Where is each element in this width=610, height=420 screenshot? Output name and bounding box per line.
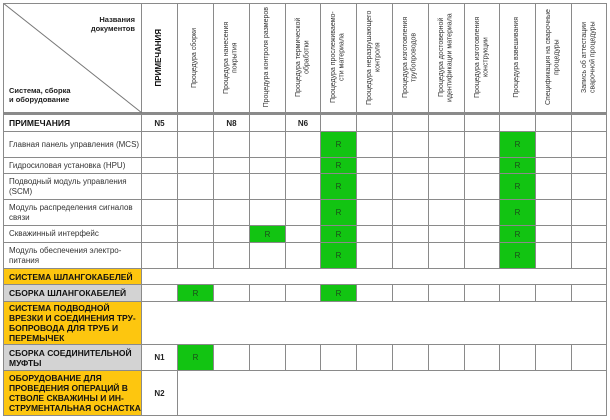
- matrix-cell: [357, 243, 393, 269]
- matrix-cell: [214, 243, 250, 269]
- matrix-cell: [500, 115, 536, 132]
- matrix-cell: [393, 115, 429, 132]
- matrix-cell: [142, 226, 178, 243]
- required-cell: R: [500, 226, 536, 243]
- column-header: [178, 3, 214, 115]
- matrix-cell: [536, 345, 572, 371]
- matrix-cell: [250, 243, 286, 269]
- matrix-cell: [393, 243, 429, 269]
- matrix-cell: [286, 200, 321, 226]
- column-header-label: ПРИМЕЧАНИЯ: [154, 28, 164, 87]
- row-label-text: ПРИМЕЧАНИЯ: [9, 118, 71, 128]
- row-label: [3, 269, 142, 285]
- column-header: [536, 3, 572, 115]
- matrix-cell: [572, 200, 607, 226]
- matrix-cell: [465, 226, 500, 243]
- matrix-cell: [572, 226, 607, 243]
- matrix-cell: [465, 345, 500, 371]
- matrix-cell: [536, 132, 572, 158]
- matrix-cell: [429, 174, 465, 200]
- row-label: [3, 371, 142, 416]
- matrix-cell: [536, 115, 572, 132]
- matrix-cell: [214, 285, 250, 302]
- matrix-cell: [572, 132, 607, 158]
- matrix-cell: [250, 115, 286, 132]
- matrix-cell: [465, 158, 500, 174]
- column-header: [465, 3, 500, 115]
- row-label: [3, 226, 142, 243]
- row-label-text: Модуль распределения сигналов связи: [9, 202, 133, 222]
- matrix-cell: [536, 226, 572, 243]
- note-cell: N6: [286, 115, 321, 132]
- matrix-cell: [286, 345, 321, 371]
- matrix-cell: [429, 345, 465, 371]
- matrix-cell: [465, 115, 500, 132]
- matrix-cell: [178, 226, 214, 243]
- row-label-text: Главная панель управления (MCS): [9, 139, 140, 149]
- column-header: [393, 3, 429, 115]
- column-header: [429, 3, 465, 115]
- required-cell: R: [321, 132, 357, 158]
- systems-axis-label: Система, сборка и оборудование: [9, 86, 71, 104]
- note-cell: N2: [142, 371, 178, 416]
- row-label-text: ОБОРУДОВАНИЕ ДЛЯ ПРОВЕДЕНИЯ ОПЕРАЦИЙ В СТВОЛЕ СКВАЖИНЫ И ИН-СТРУМЕНТАЛЬНАЯ ОСНАСТКА: [9, 373, 141, 413]
- matrix-cell: [250, 132, 286, 158]
- matrix-cell: [286, 226, 321, 243]
- matrix-cell: [214, 200, 250, 226]
- row-label-text: Скважинный интерфейс: [9, 229, 99, 238]
- matrix-cell: [393, 345, 429, 371]
- matrix-cell: [357, 115, 393, 132]
- matrix-cell: [429, 200, 465, 226]
- column-header: [321, 3, 357, 115]
- matrix-cell: [178, 132, 214, 158]
- column-header-label: Процедура взвешивания: [513, 17, 521, 98]
- required-cell: R: [321, 243, 357, 269]
- row-label: [3, 132, 142, 158]
- matrix-cell: [393, 132, 429, 158]
- row-label-text: СБОРКА СОЕДИНИТЕЛЬНОЙ МУФТЫ: [9, 347, 132, 368]
- row-label: [3, 345, 142, 371]
- matrix-cell: [572, 174, 607, 200]
- row-label: [3, 243, 142, 269]
- required-cell: R: [321, 200, 357, 226]
- row-label: [3, 302, 142, 345]
- required-cell: R: [500, 243, 536, 269]
- matrix-cell: [357, 345, 393, 371]
- matrix-cell: [429, 226, 465, 243]
- row-label-text: Гидросиловая установка (HPU): [9, 160, 126, 170]
- row-label-text: СИСТЕМА ПОДВОДНОЙ ВРЕЗКИ И СОЕДИНЕНИЯ ТРУ-БОПРОВОДА ДЛЯ ТРУБ И ПЕРЕМЫЧЕК: [9, 303, 136, 343]
- matrix-cell: [214, 345, 250, 371]
- note-cell: N5: [142, 115, 178, 132]
- column-header: [572, 3, 607, 115]
- matrix-cell: [286, 132, 321, 158]
- matrix-cell: [250, 200, 286, 226]
- matrix-cell: [286, 285, 321, 302]
- required-cell: R: [500, 174, 536, 200]
- matrix-cell: [286, 174, 321, 200]
- required-cell: R: [321, 285, 357, 302]
- required-cell: R: [178, 345, 214, 371]
- matrix-cell: [286, 158, 321, 174]
- matrix-cell: [393, 200, 429, 226]
- matrix-cell: [429, 285, 465, 302]
- matrix-cell: [321, 115, 357, 132]
- matrix-cell: [214, 174, 250, 200]
- matrix-cell: [250, 345, 286, 371]
- row-label-text: Подводный модуль управления (SCM): [9, 176, 127, 196]
- matrix-cell: [465, 200, 500, 226]
- matrix-cell: [214, 226, 250, 243]
- matrix-cell: [500, 345, 536, 371]
- matrix-cell: [429, 243, 465, 269]
- column-header: [142, 3, 178, 115]
- matrix-cell: [250, 285, 286, 302]
- matrix-cell: [393, 158, 429, 174]
- matrix-cell: [357, 132, 393, 158]
- matrix-cell: [572, 115, 607, 132]
- matrix-cell: [286, 243, 321, 269]
- matrix-cell: [357, 158, 393, 174]
- matrix-cell: [393, 174, 429, 200]
- corner-header: [3, 3, 142, 115]
- matrix-cell: [250, 174, 286, 200]
- column-header-label: Процедура неразрушающего контроля: [366, 10, 382, 105]
- matrix-cell: [572, 243, 607, 269]
- row-label: [3, 285, 142, 302]
- column-header-label: Процедура контроля размеров: [263, 7, 271, 108]
- note-cell: N8: [214, 115, 250, 132]
- matrix-cell: [465, 285, 500, 302]
- column-header: [286, 3, 321, 115]
- row-label: [3, 200, 142, 226]
- matrix-cell: [142, 200, 178, 226]
- matrix-cell: [500, 285, 536, 302]
- required-cell: R: [321, 226, 357, 243]
- row-label: [3, 174, 142, 200]
- matrix-cell: [465, 132, 500, 158]
- required-cell: R: [178, 285, 214, 302]
- column-header-label: Процедура прослеживаемо-сти материала: [330, 11, 346, 104]
- column-header: [250, 3, 286, 115]
- column-header-label: Процедура термической обработки: [294, 17, 310, 98]
- matrix-cell: [142, 243, 178, 269]
- matrix-cell: [357, 174, 393, 200]
- column-header-label: Запись об аттестации сварочной процедуры: [580, 21, 596, 94]
- row-label-text: СИСТЕМА ШЛАНГОКАБЕЛЕЙ: [9, 271, 133, 282]
- matrix-cell: [357, 285, 393, 302]
- matrix-cell: [178, 200, 214, 226]
- matrix-cell: [321, 345, 357, 371]
- matrix-cell: [429, 158, 465, 174]
- matrix-cell: [178, 158, 214, 174]
- matrix-cell: [536, 174, 572, 200]
- row-span-empty: [142, 269, 607, 285]
- matrix-cell: [465, 243, 500, 269]
- column-header-label: Процедура сборки: [191, 27, 199, 88]
- column-header: [500, 3, 536, 115]
- matrix-cell: [465, 174, 500, 200]
- matrix-cell: [214, 158, 250, 174]
- required-cell: R: [321, 174, 357, 200]
- row-label-text: Модуль обеспечения электро-питания: [9, 245, 122, 265]
- note-cell: N1: [142, 345, 178, 371]
- matrix-cell: [178, 243, 214, 269]
- matrix-cell: [572, 285, 607, 302]
- row-label-text: СБОРКА ШЛАНГОКАБЕЛЕЙ: [9, 288, 127, 298]
- column-header-label: Спецификация на сварочные процедуры: [545, 9, 561, 106]
- documents-axis-label: Названия документов: [90, 15, 135, 33]
- matrix-cell: [142, 174, 178, 200]
- matrix-cell: [536, 158, 572, 174]
- matrix-cell: [393, 285, 429, 302]
- matrix-cell: [536, 200, 572, 226]
- required-cell: R: [250, 226, 286, 243]
- row-span-empty: [142, 302, 607, 345]
- matrix-cell: [393, 226, 429, 243]
- matrix-cell: [250, 158, 286, 174]
- column-header: [357, 3, 393, 115]
- matrix-cell: [142, 285, 178, 302]
- matrix-cell: [178, 115, 214, 132]
- column-header-label: Процедура достоверной идентификации материала: [438, 13, 454, 102]
- matrix-cell: [536, 243, 572, 269]
- matrix-cell: [429, 115, 465, 132]
- required-cell: R: [500, 158, 536, 174]
- required-cell: R: [321, 158, 357, 174]
- requirements-matrix: [3, 3, 607, 416]
- required-cell: R: [500, 200, 536, 226]
- column-header-label: Процедура изготовления трубопроводов: [402, 16, 418, 99]
- column-header-label: Процедура нанесения покрытия: [223, 21, 239, 94]
- row-span-empty: [178, 371, 607, 416]
- matrix-cell: [536, 285, 572, 302]
- matrix-cell: [357, 200, 393, 226]
- row-label: [3, 158, 142, 174]
- required-cell: R: [500, 132, 536, 158]
- matrix-cell: [572, 158, 607, 174]
- matrix-cell: [142, 132, 178, 158]
- column-header-label: Процедура изготовления конструкции: [473, 16, 489, 99]
- matrix-cell: [429, 132, 465, 158]
- matrix-cell: [142, 158, 178, 174]
- column-header: [214, 3, 250, 115]
- matrix-cell: [357, 226, 393, 243]
- matrix-cell: [214, 132, 250, 158]
- matrix-cell: [178, 174, 214, 200]
- row-label: [3, 115, 142, 132]
- matrix-cell: [572, 345, 607, 371]
